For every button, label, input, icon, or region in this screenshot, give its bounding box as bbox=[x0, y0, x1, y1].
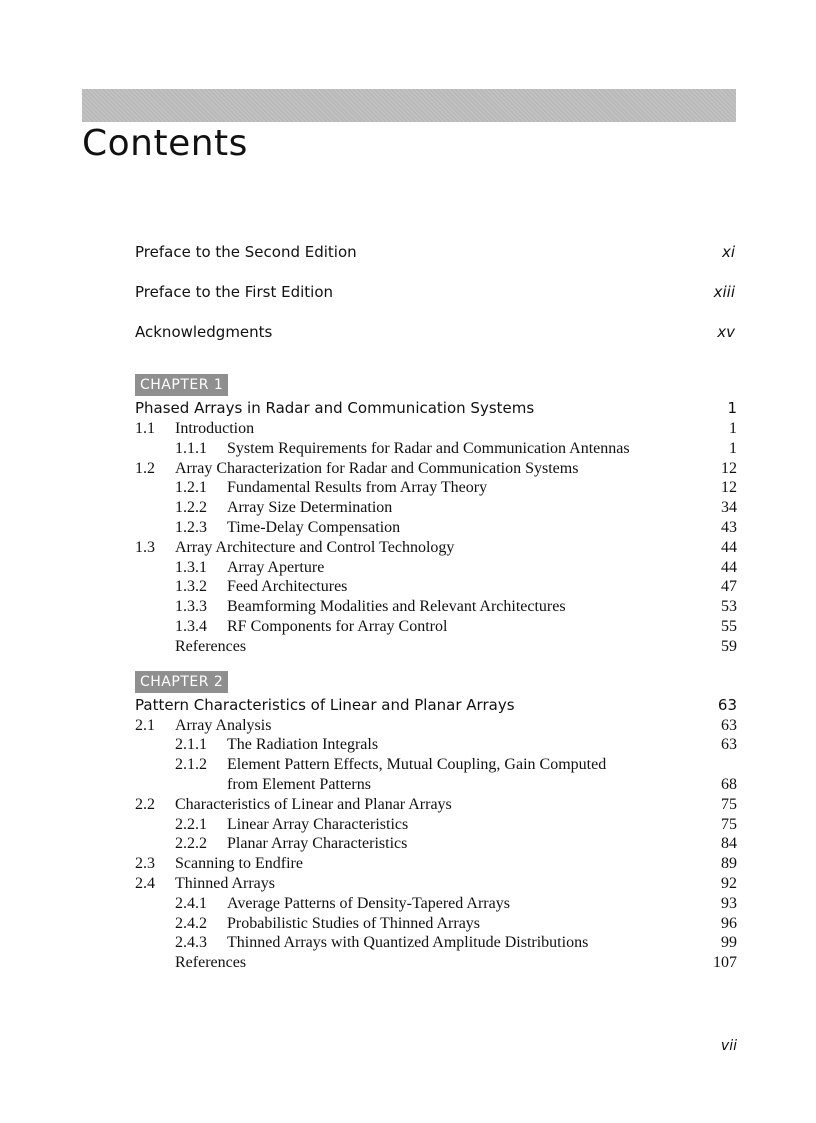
toc-entry-title: References bbox=[175, 637, 247, 655]
toc-entry-title: Acknowledgments bbox=[135, 323, 273, 341]
toc-subsection[interactable] bbox=[135, 617, 737, 637]
toc-subsection[interactable] bbox=[135, 558, 737, 578]
toc-entry-title: Planar Array Characteristics bbox=[227, 835, 408, 853]
toc-page-number: 12 bbox=[721, 459, 737, 477]
toc-references[interactable] bbox=[135, 637, 737, 657]
front-matter-item[interactable] bbox=[135, 240, 737, 264]
toc-entry-title: Array Analysis bbox=[175, 716, 272, 734]
toc-entry-title: Preface to the First Edition bbox=[135, 283, 334, 301]
table-of-contents bbox=[135, 240, 737, 973]
toc-section[interactable] bbox=[135, 854, 737, 874]
section-number: 1.3.2 bbox=[175, 578, 207, 596]
page-folio: vii bbox=[720, 1038, 737, 1054]
toc-entry-title: Array Size Determination bbox=[227, 499, 393, 517]
chapter-1 bbox=[135, 360, 737, 657]
toc-page-number: 59 bbox=[721, 637, 737, 655]
section-number: 2.4.3 bbox=[175, 934, 207, 952]
toc-page-number: 84 bbox=[721, 835, 737, 853]
toc-page-number: 1 bbox=[729, 439, 737, 457]
chapter-title-row[interactable] bbox=[135, 694, 737, 716]
toc-entry-title: Time-Delay Compensation bbox=[227, 518, 401, 536]
toc-subsection[interactable] bbox=[135, 933, 737, 953]
toc-entry-title: Probabilistic Studies of Thinned Arrays bbox=[227, 914, 481, 932]
toc-references[interactable] bbox=[135, 953, 737, 973]
front-matter-item[interactable] bbox=[135, 320, 737, 344]
section-number: 1.1 bbox=[135, 420, 155, 437]
section-number: 1.3.3 bbox=[175, 598, 207, 616]
section-number: 2.1 bbox=[135, 716, 155, 734]
toc-page-number: xi bbox=[721, 243, 735, 261]
toc-entry-title: Feed Architectures bbox=[227, 578, 348, 596]
toc-subsection[interactable] bbox=[135, 478, 737, 498]
header-band bbox=[82, 89, 736, 122]
section-number: 1.3 bbox=[135, 538, 155, 556]
toc-page-number: 53 bbox=[721, 598, 737, 616]
section-number: 2.2.1 bbox=[175, 815, 207, 833]
toc-section[interactable] bbox=[135, 795, 737, 815]
toc-entry-title: Element Pattern Effects, Mutual Coupling, Gain Computed bbox=[227, 756, 607, 774]
toc-entry-title: Array Characterization for Radar and Communication Systems bbox=[175, 459, 579, 477]
toc-entry-title: Fundamental Results from Array Theory bbox=[227, 479, 488, 497]
section-number: 1.3.4 bbox=[175, 617, 207, 635]
toc-page-number: 63 bbox=[721, 736, 737, 754]
toc-entry-title: The Radiation Integrals bbox=[227, 736, 379, 754]
toc-page-number: 34 bbox=[721, 499, 737, 517]
toc-page-number: 44 bbox=[721, 538, 737, 556]
toc-page-number: 93 bbox=[721, 894, 737, 912]
toc-entry-title: Array Architecture and Control Technology bbox=[175, 538, 455, 556]
toc-section[interactable] bbox=[135, 419, 737, 439]
section-number: 2.1.2 bbox=[175, 756, 207, 774]
page-title: Contents bbox=[82, 123, 248, 164]
toc-subsection[interactable] bbox=[135, 815, 737, 835]
toc-page-number: xiii bbox=[713, 283, 735, 301]
toc-page-number: 1 bbox=[729, 420, 737, 437]
toc-subsection[interactable] bbox=[135, 439, 737, 459]
toc-entry-title: Thinned Arrays with Quantized Amplitude Distributions bbox=[227, 934, 589, 952]
toc-page-number: xv bbox=[717, 323, 735, 341]
section-number: 1.3.1 bbox=[175, 558, 207, 576]
toc-entry-title: Characteristics of Linear and Planar Arrays bbox=[175, 795, 452, 813]
toc-subsection[interactable] bbox=[135, 518, 737, 538]
toc-subsection[interactable] bbox=[135, 498, 737, 518]
section-number: 2.1.1 bbox=[175, 736, 207, 754]
toc-subsection[interactable] bbox=[135, 894, 737, 914]
chapter-badge: CHAPTER 2 bbox=[135, 671, 228, 693]
section-number: 2.4.2 bbox=[175, 914, 207, 932]
toc-entry-title: System Requirements for Radar and Communication Antennas bbox=[227, 439, 630, 457]
toc-page-number: 96 bbox=[721, 914, 737, 932]
toc-section[interactable] bbox=[135, 459, 737, 479]
toc-page-number: 75 bbox=[721, 795, 737, 813]
toc-entry-title: Array Aperture bbox=[227, 558, 325, 576]
toc-page-number: 44 bbox=[721, 558, 737, 576]
toc-page-number: 12 bbox=[721, 479, 737, 497]
section-number: 1.2.2 bbox=[175, 499, 207, 517]
section-number: 1.1.1 bbox=[175, 439, 207, 457]
toc-page-number: 63 bbox=[717, 695, 737, 714]
section-number: 1.2.1 bbox=[175, 479, 207, 497]
section-number: 2.3 bbox=[135, 855, 155, 873]
chapter-title: Phased Arrays in Radar and Communication Systems bbox=[135, 399, 535, 417]
chapter-badge: CHAPTER 1 bbox=[135, 374, 228, 396]
toc-entry-title: Preface to the Second Edition bbox=[135, 243, 357, 261]
toc-entry-title: Introduction bbox=[175, 420, 255, 437]
toc-page-number: 92 bbox=[721, 874, 737, 892]
toc-page-number: 47 bbox=[721, 578, 737, 596]
toc-entry-title: Linear Array Characteristics bbox=[227, 815, 409, 833]
toc-subsection[interactable] bbox=[135, 577, 737, 597]
chapter-title-row[interactable] bbox=[135, 397, 737, 419]
toc-page-number: 63 bbox=[721, 716, 737, 734]
section-number: 1.2.3 bbox=[175, 518, 207, 536]
toc-subsection[interactable] bbox=[135, 914, 737, 934]
toc-page-number: 89 bbox=[721, 855, 737, 873]
toc-entry-title: Beamforming Modalities and Relevant Architectures bbox=[227, 598, 566, 616]
toc-page-number: 75 bbox=[721, 815, 737, 833]
toc-subsection[interactable] bbox=[135, 834, 737, 854]
toc-page-number: 68 bbox=[721, 775, 737, 793]
toc-page-number: 99 bbox=[721, 934, 737, 952]
section-number: 2.2 bbox=[135, 795, 155, 813]
toc-section[interactable] bbox=[135, 538, 737, 558]
chapter-title: Pattern Characteristics of Linear and Planar Arrays bbox=[135, 695, 515, 714]
toc-section[interactable] bbox=[135, 716, 737, 736]
toc-entry-title: Scanning to Endfire bbox=[175, 855, 303, 873]
chapter-2 bbox=[135, 657, 737, 973]
toc-page-number: 55 bbox=[721, 617, 737, 635]
section-number: 2.4.1 bbox=[175, 894, 207, 912]
toc-page-number: 1 bbox=[727, 399, 737, 417]
front-matter-item[interactable] bbox=[135, 280, 737, 304]
toc-page-number: 107 bbox=[713, 954, 737, 972]
toc-subsection[interactable] bbox=[135, 755, 737, 795]
toc-entry-title: RF Components for Array Control bbox=[227, 617, 448, 635]
toc-page-number: 43 bbox=[721, 518, 737, 536]
section-number: 2.2.2 bbox=[175, 835, 207, 853]
section-number: 1.2 bbox=[135, 459, 155, 477]
toc-entry-title-continued: from Element Patterns bbox=[227, 775, 371, 793]
toc-section[interactable] bbox=[135, 874, 737, 894]
toc-entry-title: References bbox=[175, 954, 247, 972]
toc-subsection[interactable] bbox=[135, 597, 737, 617]
toc-entry-title: Average Patterns of Density-Tapered Arrays bbox=[227, 894, 510, 912]
toc-subsection[interactable] bbox=[135, 735, 737, 755]
toc-entry-title: Thinned Arrays bbox=[175, 874, 275, 892]
section-number: 2.4 bbox=[135, 874, 155, 892]
